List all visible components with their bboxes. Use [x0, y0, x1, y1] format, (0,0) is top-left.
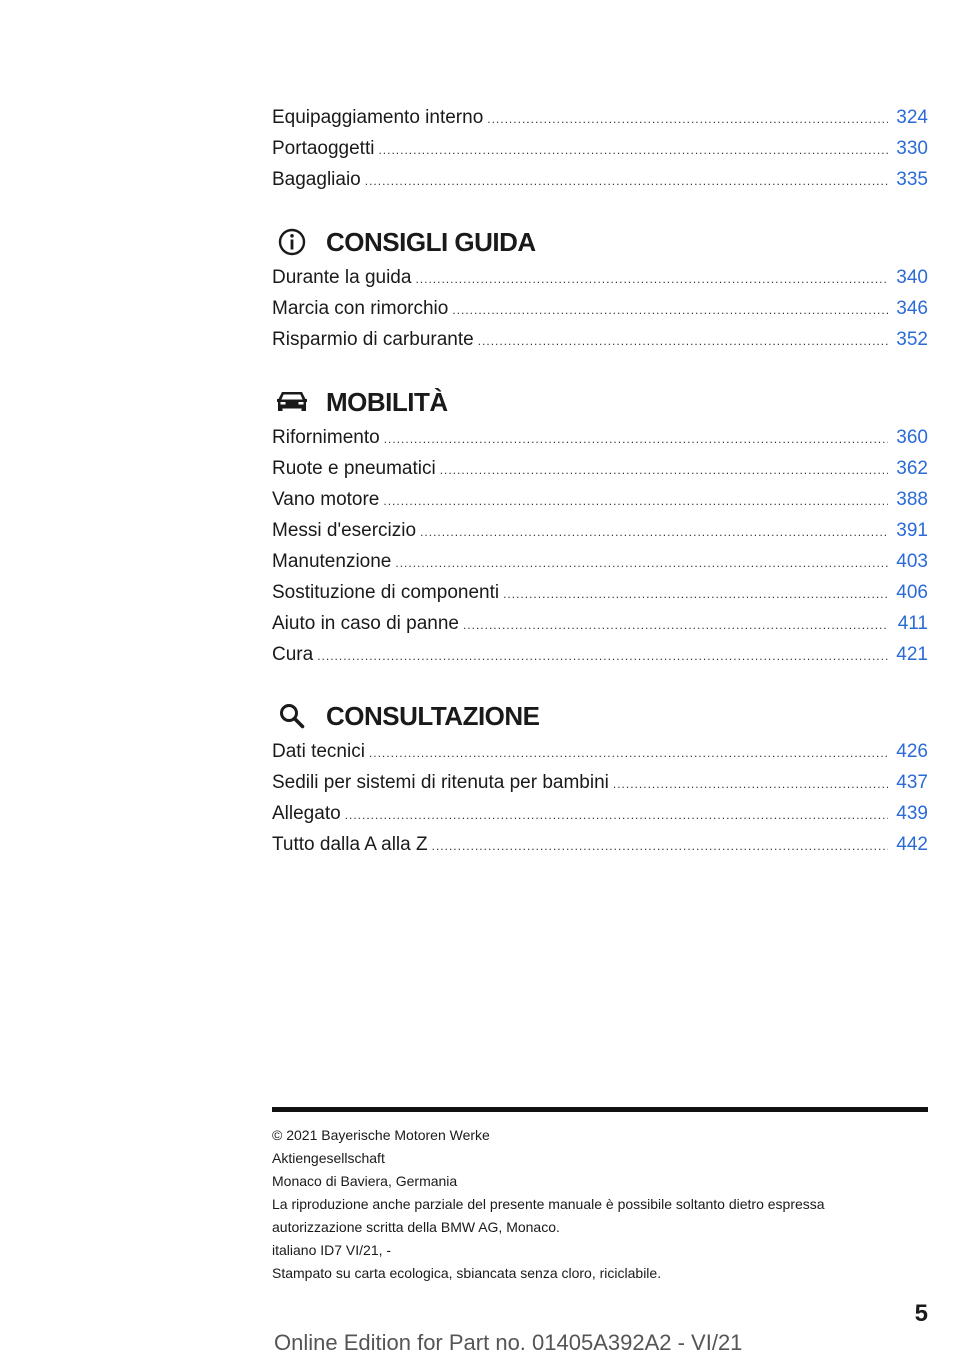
toc-leader: [384, 424, 888, 455]
toc-entry-page[interactable]: 360: [896, 427, 928, 448]
toc-entry-title: Ruote e pneumatici: [272, 458, 436, 479]
toc-entry-page[interactable]: 335: [896, 169, 928, 190]
car-icon: [272, 382, 312, 422]
toc-entry[interactable]: [272, 262, 928, 293]
toc-entry-title: Sedili per sistemi di ritenuta per bambini: [272, 772, 609, 793]
toc-entry-page[interactable]: 403: [896, 551, 928, 572]
toc-entry[interactable]: [272, 422, 928, 453]
toc-leader: [345, 800, 888, 831]
toc-entry-title: Portaoggetti: [272, 138, 375, 159]
toc-entry-title: Tutto dalla A alla Z: [272, 834, 428, 855]
toc-entry-title: Cura: [272, 644, 314, 665]
toc-entry-page[interactable]: 346: [896, 298, 928, 319]
toc-leader: [369, 738, 888, 769]
toc-entry-page[interactable]: 439: [896, 803, 928, 824]
imprint-block: [272, 1124, 928, 1285]
toc-leader: [420, 517, 888, 548]
imprint-reproduction-notice-cont: autorizzazione scritta della BMW AG, Monaco.: [272, 1219, 560, 1235]
toc-entry-title: Risparmio di carburante: [272, 329, 474, 350]
toc-leader: [478, 326, 888, 357]
toc-entry-title: Manutenzione: [272, 551, 392, 572]
toc-entry-title: Equipaggiamento interno: [272, 107, 484, 128]
toc-entry[interactable]: [272, 829, 928, 860]
toc-entry[interactable]: [272, 515, 928, 546]
toc-entry-title: Durante la guida: [272, 267, 412, 288]
toc-entry-page[interactable]: 426: [896, 741, 928, 762]
toc-entry-page[interactable]: 340: [896, 267, 928, 288]
toc-entry-title: Dati tecnici: [272, 741, 365, 762]
toc-entry-title: Allegato: [272, 803, 341, 824]
search-icon: [272, 696, 312, 736]
toc-entry[interactable]: [272, 608, 928, 639]
toc-leader: [452, 295, 888, 326]
imprint-reproduction-notice: La riproduzione anche parziale del presente manuale è possibile soltanto dietro espressa: [272, 1196, 825, 1212]
toc-entry-page[interactable]: 352: [896, 329, 928, 350]
toc-leader: [432, 831, 888, 862]
toc-entry-page[interactable]: 406: [896, 582, 928, 603]
toc-entry-page[interactable]: 411: [897, 613, 928, 634]
toc-entry[interactable]: [272, 293, 928, 324]
toc-entry[interactable]: [272, 102, 928, 133]
imprint-edition: italiano ID7 VI/21, -: [272, 1242, 392, 1258]
imprint-copyright: © 2021 Bayerische Motoren Werke: [272, 1127, 490, 1143]
section-title: CONSULTAZIONE: [326, 700, 540, 731]
toc-leader: [383, 486, 888, 517]
toc-entry[interactable]: [272, 453, 928, 484]
imprint-company: Aktiengesellschaft: [272, 1150, 385, 1166]
toc-entry[interactable]: [272, 546, 928, 577]
toc-entry-page[interactable]: 442: [896, 834, 928, 855]
toc-section-reference: [272, 736, 928, 860]
section-title: MOBILITÀ: [326, 386, 448, 417]
toc-entry-page[interactable]: 391: [896, 520, 928, 541]
toc-top: [272, 102, 928, 195]
toc-section-driving-tips: [272, 262, 928, 355]
toc-entry[interactable]: [272, 133, 928, 164]
toc-entry-page[interactable]: 330: [896, 138, 928, 159]
toc-leader: [613, 769, 888, 800]
section-heading-reference: [272, 696, 540, 736]
toc-entry-title: Aiuto in caso di panne: [272, 613, 459, 634]
toc-leader: [503, 579, 888, 610]
info-icon: [272, 222, 312, 262]
toc-entry[interactable]: [272, 164, 928, 195]
toc-leader: [415, 264, 888, 295]
imprint-printed-note: Stampato su carta ecologica, sbiancata senza cloro, riciclabile.: [272, 1265, 662, 1281]
toc-leader: [365, 166, 888, 197]
toc-section-mobility: [272, 422, 928, 670]
toc-leader: [317, 641, 888, 672]
toc-entry[interactable]: [272, 798, 928, 829]
toc-entry[interactable]: [272, 736, 928, 767]
toc-leader: [395, 548, 888, 579]
toc-entry-page[interactable]: 437: [896, 772, 928, 793]
toc-leader: [463, 610, 888, 641]
toc-entry[interactable]: [272, 324, 928, 355]
online-edition-footer: Online Edition for Part no. 01405A392A2 - VI/21: [274, 1330, 743, 1355]
toc-entry-title: Marcia con rimorchio: [272, 298, 449, 319]
toc-entry-page[interactable]: 324: [896, 107, 928, 128]
toc-entry-title: Bagagliaio: [272, 169, 361, 190]
section-title: CONSIGLI GUIDA: [326, 226, 536, 257]
toc-entry[interactable]: [272, 767, 928, 798]
toc-leader: [487, 104, 888, 135]
toc-entry-title: Rifornimento: [272, 427, 380, 448]
toc-entry-title: Sostituzione di componenti: [272, 582, 500, 603]
toc-entry[interactable]: [272, 577, 928, 608]
toc-entry[interactable]: [272, 484, 928, 515]
toc-entry[interactable]: [272, 639, 928, 670]
section-heading-mobility: [272, 382, 448, 422]
toc-entry-page[interactable]: 421: [896, 644, 928, 665]
toc-leader: [378, 135, 888, 166]
section-heading-driving-tips: [272, 222, 536, 262]
page-number: 5: [914, 1300, 928, 1327]
toc-entry-title: Messi d'esercizio: [272, 520, 417, 541]
toc-leader: [440, 455, 888, 486]
imprint-divider: [272, 1107, 928, 1112]
toc-entry-title: Vano motore: [272, 489, 380, 510]
imprint-location: Monaco di Baviera, Germania: [272, 1173, 458, 1189]
toc-entry-page[interactable]: 388: [896, 489, 928, 510]
toc-entry-page[interactable]: 362: [896, 458, 928, 479]
